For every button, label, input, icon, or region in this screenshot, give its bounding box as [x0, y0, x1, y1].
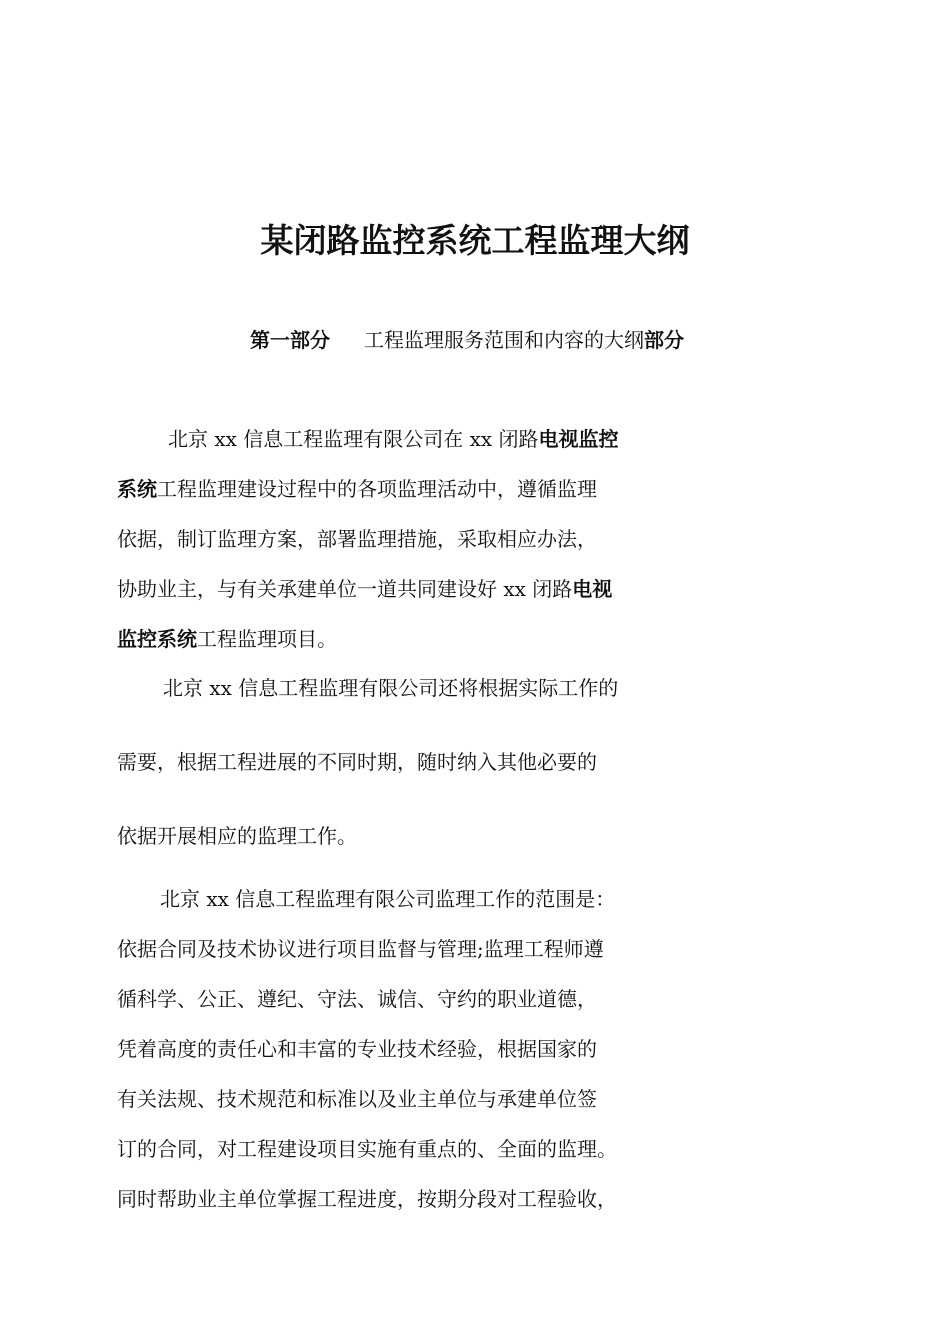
paragraph3-line6: 订的合同，对工程建设项目实施有重点的、全面的监理。 [117, 1137, 617, 1161]
paragraph1-line2 [117, 474, 597, 504]
paragraph2-line3: 依据开展相应的监理工作。 [117, 824, 357, 848]
document-title: 某闭路监控系统工程监理大纲 [260, 221, 690, 260]
paragraph1-line2-emphasis: 系统 [117, 477, 157, 501]
paragraph3-line1: 北京 xx 信息工程监理有限公司监理工作的范围是： [160, 887, 616, 911]
paragraph1-line4 [117, 574, 612, 604]
paragraph1-line5 [117, 624, 337, 654]
paragraph3-line7: 同时帮助业主单位掌握工程进度，按期分段对工程验收， [117, 1187, 617, 1211]
paragraph1-line1 [168, 424, 619, 454]
paragraph1-line4-text: 协助业主，与有关承建单位一道共同建设好 xx 闭路 [117, 577, 573, 601]
paragraph1-line5-text: 工程监理项目。 [197, 627, 337, 651]
paragraph3-line4: 凭着高度的责任心和丰富的专业技术经验，根据国家的 [117, 1037, 597, 1061]
paragraph2-line2: 需要，根据工程进展的不同时期，随时纳入其他必要的 [117, 750, 597, 774]
section-heading-main: 工程监理服务范围和内容的大纲 [364, 328, 644, 352]
paragraph1-line1-text: 北京 xx 信息工程监理有限公司在 xx 闭路 [168, 427, 539, 451]
paragraph3-line5: 有关法规、技术规范和标准以及业主单位与承建单位签 [117, 1087, 597, 1111]
paragraph1-line1-emphasis: 电视监控 [538, 427, 619, 451]
paragraph2-line1: 北京 xx 信息工程监理有限公司还将根据实际工作的 [163, 676, 619, 700]
section-part-label: 第一部分 [250, 328, 330, 352]
paragraph3-line2: 依据合同及技术协议进行项目监督与管理;监理工程师遵 [117, 937, 604, 961]
paragraph3-line3: 循科学、公正、遵纪、守法、诚信、守约的职业道德， [117, 987, 597, 1011]
paragraph1-line4-emphasis: 电视 [572, 577, 613, 601]
paragraph1-line2-text: 工程监理建设过程中的各项监理活动中，遵循监理 [157, 477, 597, 501]
section-heading [250, 325, 684, 355]
paragraph1-line5-emphasis: 监控系统 [117, 627, 197, 651]
paragraph1-line3: 依据，制订监理方案，部署监理措施，采取相应办法， [117, 527, 597, 551]
section-heading-tail: 部分 [644, 328, 684, 352]
